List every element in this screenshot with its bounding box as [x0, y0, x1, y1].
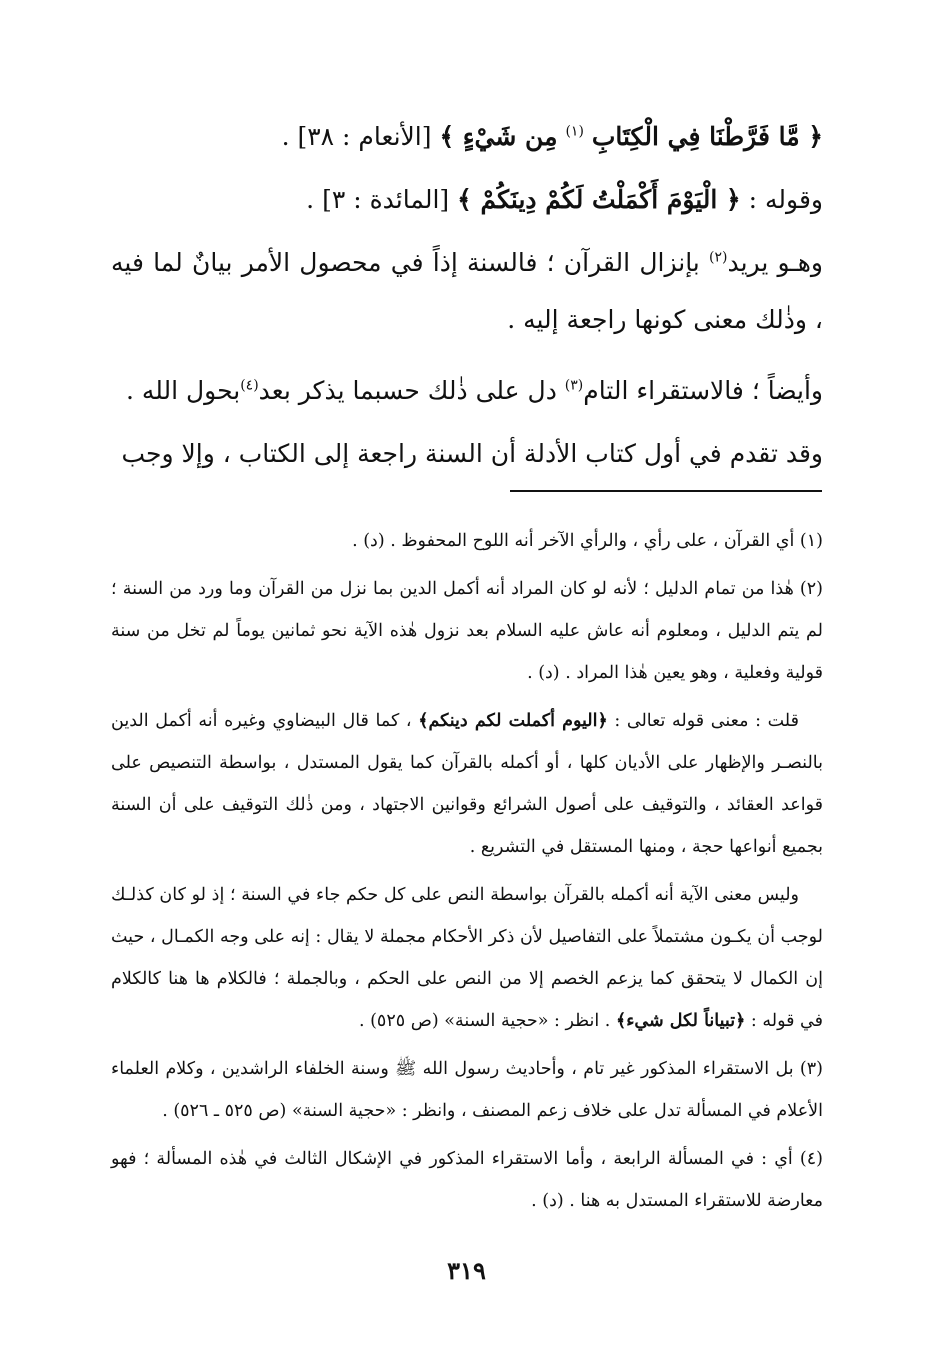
footnote-2: (٢) هٰذا من تمام الدليل ؛ لأنه لو كان المراد أنه أكمل الدين بما نزل من القرآن وما ورد من السنة ؛ لم يتم الدليل ، ومعلوم أنه عاش عليه السلام بعد نزول هٰذه الآية نحو ثمانين يوماً لم تخل من سنة قولية وفعلية ، وهو يعين هٰذا المراد . (د) .	[111, 579, 823, 683]
paragraph-evidence: وقد تقدم في أول كتاب الأدلة أن السنة راجعة إلى الكتاب ، وإلا وجب	[121, 439, 823, 468]
paragraph-text: بحول الله .	[125, 376, 241, 405]
paragraph-text: وأيضاً ؛ فالاستقراء التام	[583, 376, 823, 405]
verse-line-maidah	[111, 171, 823, 228]
commentary-text: قلت : معنى قوله تعالى :	[614, 711, 799, 731]
footnote-2-commentary-cont	[111, 874, 823, 1042]
footnotes	[111, 520, 823, 1222]
quran-quote-anam-start: ﴿ مَّا فَرَّطْنَا فِي الْكِتَابِ	[591, 122, 823, 151]
quran-quote: ﴿تبياناً لكل شيء﴾	[615, 1011, 746, 1031]
quran-quote-anam-end: مِن شَيْءٍ ﴾	[439, 122, 558, 151]
paragraph-text: وهـو يريد	[727, 248, 823, 277]
footnote-ref-4: (٤)	[240, 377, 259, 394]
footnote-4: (٤) أي : في المسألة الرابعة ، وأما الاستقراء المذكور في الإشكال الثالث في هٰذه المسألة ؛ فهو معارضة للاستقراء المستدل به هنا . (د) .	[111, 1149, 823, 1211]
footnote-separator	[510, 490, 822, 492]
paragraph-text: دل على ذٰلك حسبما يذكر بعد	[258, 376, 557, 405]
verse-reference-anam: [الأنعام : ٣٨] .	[281, 122, 432, 151]
footnote-ref-3: (٣)	[564, 377, 584, 394]
verse-line-anam	[111, 108, 823, 165]
footnote-ref-2: (٢)	[708, 249, 728, 266]
paragraph-text: بإنزال القرآن ؛ فالسنة إذاً في محصول الأمر بيانٌ لما فيه ، وذٰلك معنى كونها راجعة إليه .	[111, 248, 823, 334]
page-number: ٣١٩	[447, 1256, 486, 1285]
footnote-2-commentary	[111, 700, 823, 868]
verse-intro: وقوله :	[748, 185, 823, 214]
commentary-text: ، كما قال البيضاوي وغيره أنه أكمل الدين بالنصـر والإظهار على الأديان كلها ، أو أكمله بالقرآن كما يقول المستدل ، بواسطة التنصيص على قواعد العقائد ، والتوقيف على أصول الشرائع وقوانين الاجتهاد ، ومن ذٰلك التوقيف على أن السنة بجميع أنواعها حجة ، ومنها المستقل في التشريع .	[111, 711, 823, 857]
quran-quote: ﴿اليوم أكملت لكم دينكم﴾	[418, 711, 608, 731]
commentary-text: . انظر : «حجية السنة» (ص ٥٢٥) .	[358, 1011, 611, 1031]
quran-quote-maidah: ﴿ الْيَوْمَ أَكْمَلْتُ لَكُمْ دِينَكُمْ ﴾	[457, 185, 741, 214]
verse-reference-maidah: [المائدة : ٣] .	[306, 185, 450, 214]
footnote-ref-1: (١)	[565, 123, 584, 140]
paragraph-induction	[111, 362, 823, 419]
paragraph-revelation	[111, 234, 823, 348]
footnote-3: (٣) بل الاستقراء المذكور غير تام ، وأحاديث رسول الله ﷺ وسنة الخلفاء الراشدين ، وكلام العلماء الأعلام في المسألة تدل على خلاف زعم المصنف ، وانظر : «حجية السنة» (ص ٥٢٥ ـ ٥٢٦) .	[111, 1059, 823, 1121]
footnote-1: (١) أي القرآن ، على رأي ، والرأي الآخر أنه اللوح المحفوظ . (د) .	[352, 531, 823, 551]
commentary-text: وليس معنى الآية أنه أكمله بالقرآن بواسطة النص على كل حكم جاء في السنة ؛ إذ لو كان كذلـك لوجب أن يكـون مشتملاً على التفاصيل لأن ذكر الأحكام مجملة لا يقال : إنه على وجه الكمـال ، حيث إن الكمال لا يتحقق كما يزعم الخصم إلا من النص على الحكم ، وبالجملة ؛ فالكلام ها هنا كالكلام في قوله :	[111, 885, 823, 1031]
main-text	[111, 108, 823, 482]
